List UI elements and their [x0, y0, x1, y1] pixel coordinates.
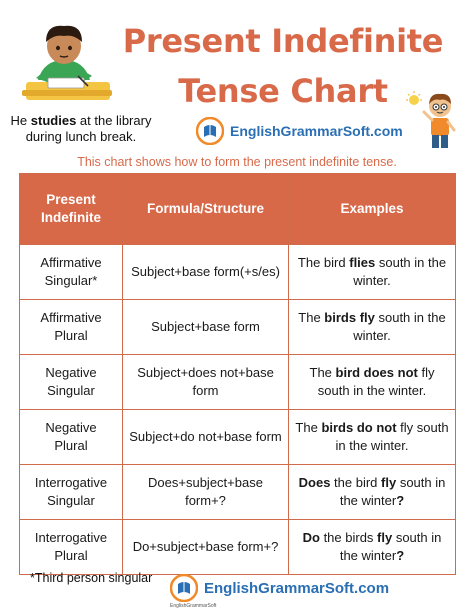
example-highlight: fly — [381, 475, 397, 490]
tense-type-sublabel: Plural — [54, 548, 88, 563]
example-text: south in the winter — [339, 475, 446, 508]
brand-link-top[interactable] — [196, 116, 403, 146]
table-row — [20, 410, 456, 465]
header-formula: Formula/Structure — [123, 174, 289, 245]
example-text: south in the winter — [339, 530, 442, 563]
tense-type-label: Negative — [45, 365, 97, 380]
tense-type-sublabel: Singular — [47, 383, 95, 398]
kid-idea-illustration — [404, 90, 464, 152]
example-highlight: birds fly — [324, 310, 375, 325]
tense-type-sublabel: Singular* — [44, 273, 98, 288]
example-text: south in the winter. — [353, 255, 447, 288]
example-highlight: ? — [396, 493, 405, 508]
example-text: The — [295, 420, 322, 435]
header-present-indefinite: Present Indefinite — [20, 174, 123, 245]
example-highlight: fly — [377, 530, 393, 545]
site-logo-icon — [170, 574, 198, 602]
formula-cell: Subject+base form(+s/es) — [123, 245, 289, 300]
tense-type-cell — [20, 245, 123, 300]
formula-cell: Do+subject+base form+? — [123, 520, 289, 575]
example-text: the birds — [319, 530, 378, 545]
intro-text: This chart shows how to form the present indefinite tense. — [77, 155, 397, 169]
example-text: fly south in the winter. — [335, 420, 449, 453]
footnote: *Third person singular — [30, 571, 153, 585]
logo-subtext: EnglishGrammarSoft — [170, 603, 217, 609]
example-cell — [289, 355, 456, 410]
boy-studying-illustration — [18, 20, 114, 108]
example-cell — [289, 245, 456, 300]
chart-title-line1: Present Indefinite — [122, 22, 444, 60]
example-cell — [289, 520, 456, 575]
table-row — [20, 520, 456, 575]
site-logo-icon — [196, 117, 224, 145]
tense-type-label: Affirmative — [40, 255, 102, 270]
example-text: The bird — [297, 255, 350, 270]
tense-type-sublabel: Singular — [47, 493, 95, 508]
tense-type-cell — [20, 300, 123, 355]
example-highlight: birds do not — [321, 420, 397, 435]
example-cell — [289, 300, 456, 355]
chart-title-line2: Tense Chart — [178, 72, 388, 110]
illustration-caption: He studies at the library during lunch break. — [10, 113, 152, 144]
example-highlight: Does — [298, 475, 331, 490]
tense-type-cell — [20, 355, 123, 410]
example-highlight: flies — [349, 255, 376, 270]
example-text: The — [309, 365, 336, 380]
example-highlight: ? — [396, 548, 405, 563]
table-row — [20, 465, 456, 520]
table-row — [20, 245, 456, 300]
tense-type-cell — [20, 520, 123, 575]
example-text: the bird — [330, 475, 382, 490]
example-text: The — [298, 310, 325, 325]
tense-type-sublabel: Plural — [54, 438, 88, 453]
formula-cell: Subject+does not+base form — [123, 355, 289, 410]
table-row — [20, 355, 456, 410]
tense-type-cell — [20, 465, 123, 520]
formula-cell: Subject+base form — [123, 300, 289, 355]
tense-type-cell — [20, 410, 123, 465]
tense-type-label: Affirmative — [40, 310, 102, 325]
tense-type-label: Interrogative — [34, 530, 108, 545]
example-highlight: bird does not — [335, 365, 418, 380]
example-cell — [289, 465, 456, 520]
site-url[interactable]: EnglishGrammarSoft.com — [204, 579, 390, 597]
header-examples: Examples — [289, 174, 456, 245]
tense-type-sublabel: Plural — [54, 328, 88, 343]
tense-table — [19, 173, 456, 575]
formula-cell: Does+subject+base form+? — [123, 465, 289, 520]
tense-type-label: Negative — [45, 420, 97, 435]
table-row — [20, 300, 456, 355]
example-highlight: Do — [302, 530, 320, 545]
table-header-row — [20, 174, 456, 245]
formula-cell: Subject+do not+base form — [123, 410, 289, 465]
example-cell — [289, 410, 456, 465]
site-url[interactable]: EnglishGrammarSoft.com — [230, 123, 403, 139]
example-text: fly south in the winter. — [317, 365, 435, 398]
brand-link-bottom[interactable] — [170, 572, 390, 609]
tense-type-label: Interrogative — [34, 475, 108, 490]
example-text: south in the winter. — [353, 310, 446, 343]
